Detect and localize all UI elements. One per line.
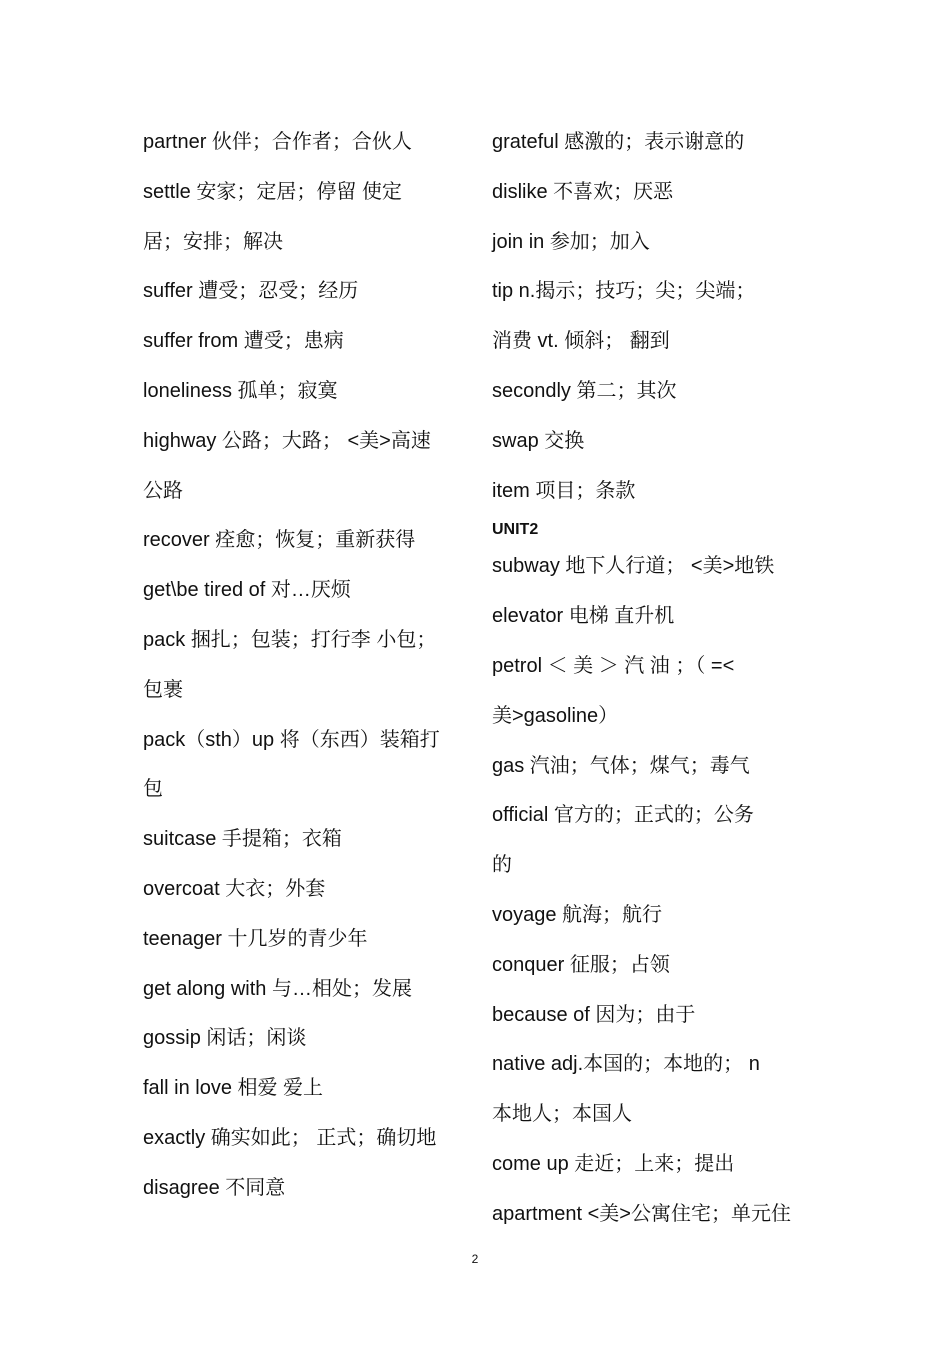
vocab-line: come up 走近；上来；提出	[492, 1152, 735, 1175]
left-column	[143, 118, 458, 1214]
vocab-line: native adj.本国的；本地的； n	[492, 1053, 760, 1076]
vocab-line: petrol ＜ 美 ＞ 汽 油 ；（ =<	[492, 654, 735, 677]
vocab-line: recover 痊愈；恢复；重新获得	[143, 529, 416, 552]
right-column	[492, 118, 812, 1240]
vocab-line: suitcase 手提箱；衣箱	[143, 828, 342, 851]
vocab-line: teenager 十几岁的青少年	[143, 927, 368, 950]
vocab-line: dislike 不喜欢；厌恶	[492, 180, 674, 203]
vocab-line: swap 交换	[492, 429, 585, 452]
page-number: 2	[471, 1252, 479, 1266]
vocab-line: voyage 航海；航行	[492, 903, 663, 926]
vocab-line: get\be tired of 对…厌烦	[143, 579, 351, 602]
vocab-line: subway 地下人行道； <美>地铁	[492, 555, 775, 578]
vocab-line: 包	[143, 778, 163, 801]
vocab-line: 的	[492, 854, 512, 877]
vocab-line: suffer from 遭受；患病	[143, 330, 344, 353]
vocab-line: partner 伙伴；合作者；合伙人	[143, 131, 412, 153]
vocab-line: item 项目；条款	[492, 479, 636, 502]
vocab-line: exactly 确实如此； 正式；确切地	[143, 1126, 437, 1149]
vocab-line: grateful 感激的；表示谢意的	[492, 131, 745, 153]
vocab-line: highway 公路；大路； <美>高速	[143, 429, 431, 452]
vocab-line: get along with 与…相处；发展	[143, 977, 412, 1000]
vocab-line: settle 安家；定居；停留 使定	[143, 180, 402, 203]
vocab-line: loneliness 孤单；寂寞	[143, 379, 338, 402]
vocab-line: official 官方的；正式的；公务	[492, 804, 754, 827]
vocab-line: overcoat 大衣；外套	[143, 877, 326, 900]
vocab-line: 消费 vt. 倾斜； 翻到	[492, 330, 670, 353]
vocab-line: disagree 不同意	[143, 1176, 286, 1199]
vocab-line: join in 参加；加入	[492, 230, 650, 253]
vocab-line: fall in love 相爱 爱上	[143, 1077, 324, 1100]
vocab-line: elevator 电梯 直升机	[492, 605, 675, 628]
vocab-line: pack 捆扎；包装；打行李 小包；	[143, 628, 437, 651]
vocab-line: 本地人；本国人	[492, 1103, 632, 1126]
vocab-line: 居；安排；解决	[143, 230, 283, 253]
vocab-line: 公路	[143, 479, 183, 502]
vocab-line: tip n.揭示；技巧；尖；尖端；	[492, 280, 756, 303]
vocab-line: gas 汽油；气体；煤气；毒气	[492, 754, 750, 777]
vocab-line: because of 因为；由于	[492, 1003, 696, 1026]
vocab-line: 包裹	[143, 678, 183, 701]
unit-heading: UNIT2	[492, 521, 539, 539]
vocab-line: 美>gasoline）	[492, 704, 619, 727]
vocab-line: conquer 征服；占领	[492, 953, 670, 976]
vocab-line: suffer 遭受；忍受；经历	[143, 280, 359, 303]
vocab-line: pack（sth）up 将（东西）装箱打	[143, 728, 440, 751]
vocab-line: gossip 闲话；闲谈	[143, 1027, 307, 1050]
vocab-line: secondly 第二；其次	[492, 379, 677, 402]
vocab-line: apartment <美>公寓住宅；单元住	[492, 1202, 791, 1225]
